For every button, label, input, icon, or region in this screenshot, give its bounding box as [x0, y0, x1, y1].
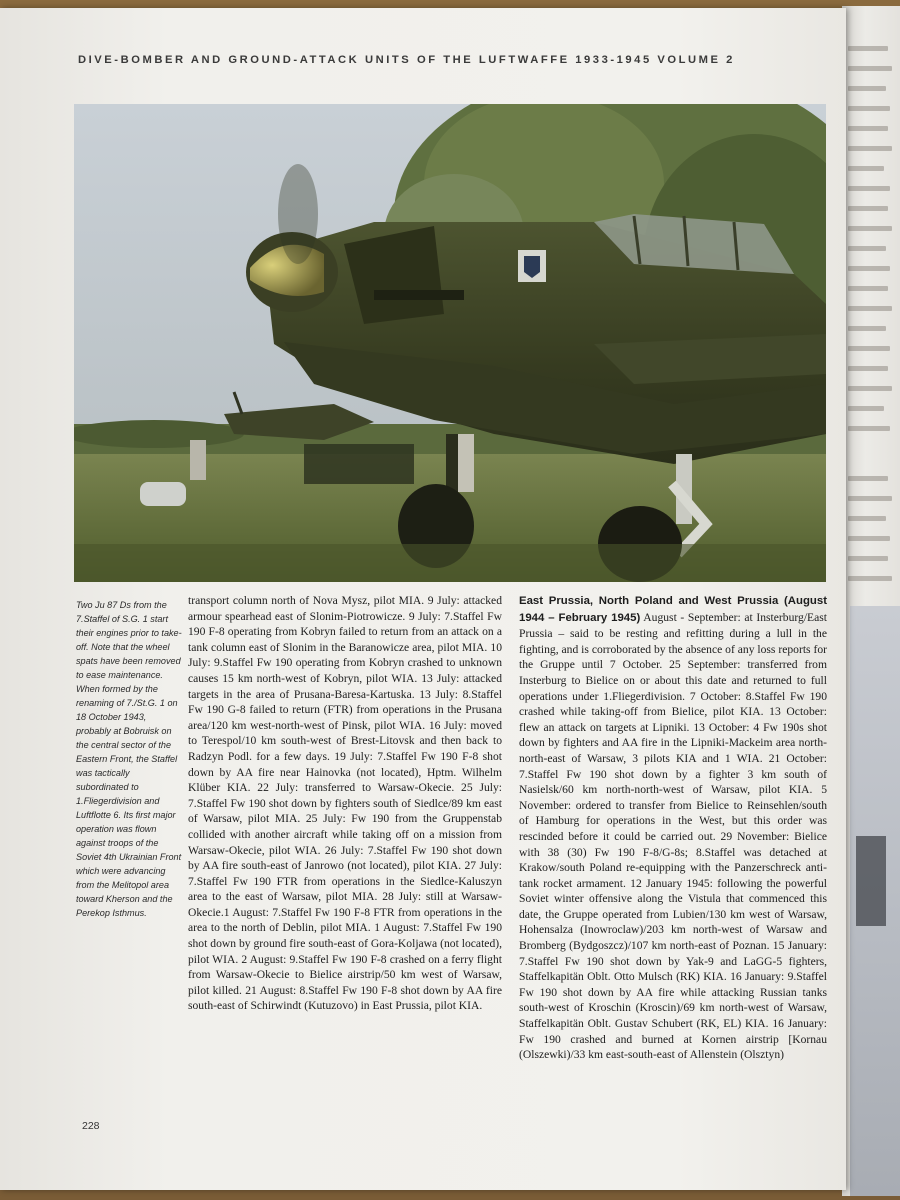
page-number: 228: [82, 1120, 100, 1132]
body-column-right: [519, 593, 827, 1063]
facing-page-edge: [842, 6, 900, 1196]
ju87-photo-illustration: [74, 104, 826, 582]
running-head: DIVE-BOMBER AND GROUND-ATTACK UNITS OF THE LUFTWAFFE 1933-1945 VOLUME 2: [78, 54, 735, 66]
section-heading: East Prussia, North Poland and West Prussia (August 1944 – February 1945): [519, 595, 827, 624]
photo-caption: Two Ju 87 Ds from the 7.Staffel of S.G. 1 start their engines prior to take-off. Note that the wheel spats have been removed to ease maintenance. When formed by the renaming of 7./St.G. 1 on 18 October 1943, probably at Bobruisk on the central sector of the Eastern Front, the Staffel was tactically subordinated to 1.Fliegerdivision and Luftflotte 6. Its first major operation was flown against troops of the Soviet 4th Ukrainian Front which were advancing from the Melitopol area toward Kherson and the Perekop Isthmus.: [76, 600, 182, 918]
body-column-middle: transport column north of Nova Mysz, pilot MIA. 9 July: attacked armour spearhead east of Slonim-Piotrowicze. 9 July: 7.Staffel Fw 190 F-8 operating from Kobryn failed to return from an attack on a tank column east of Slonim in the Baranowicze area, pilot MIA. 10 July: 9.Staffel Fw 190 operating from Kobryn crashed to unknown causes 15 km north-west of Kobryn, pilot WIA. 13 July: attacked targets in the area of Prusana-Baresa-Kartuska. 13 July: 8.Staffel Fw 190 G-8 failed to return (FTR) from operations in the Prusana area/120 km west-north-west of Pinsk, pilot WIA. 16 July: moved to Terespol/10 km south-west of Brest-Litovsk and then back to Radzyn Podl. for a few days. 19 July: 7.Staffel Fw 190 F-8 shot down by AA fire near Hainovka (not located), Hptm. Wilhelm Klüber KIA. 22 July: transferred to Warsaw-Okecie. 25 July: 7.Staffel Fw 190 shot down by fighters south of Siedlce/89 km east of Warsaw, pilot MIA. 25 July: Fw 190 from the Gruppenstab collided with another aircraft while taking off on a mission from Warsaw-Okecie, pilot WIA. 26 July: 7.Staffel Fw 190 shot down by AA fire south-east of Janrowo (not located), pilot KIA. 27 July: 7.Staffel Fw 190 FTR from operations in the Siedlce-Kaluszyn area to the east of Warsaw, pilot MIA. 28 July: still at Warsaw-Okecie.1 August: 7.Staffel Fw 190 F-8 FTR from operations in the area to the north of Deblin, pilot MIA. 1 August: 7.Staffel Fw 190 shot down by ground fire south-east of Gora-Koljawa (not located), pilot WIA. 2 August: 9.Staffel Fw 190 F-8 crashed on a ferry flight from Warsaw-Okecie to Bielice airstrip/50 km west of Warsaw, pilot killed. 21 August: 8.Staffel Fw 190 F-8 shot down by AA fire south-east of Schirwindt (Kutuzovo) in East Prussia, pilot KIA.: [188, 594, 502, 1013]
aircraft-photograph: [74, 104, 826, 582]
section-body: August - September: at Insterburg/East Prussia – said to be resting and refitting during a lull in the fighting, and is corroborated by the absence of any loss reports for the Gruppe until 7 October. 25 September: transferred from Insterburg to Bielice on or about this date and returned to full operations under 1.Fliegerdivision. 7 October: 8.Staffel Fw 190 crashed while taking-off from Bielice, pilot KIA. 13 October: flew an attack on targets at Lipniki. 13 October: 4 Fw 190s shot down by fighters and AA fire in the Lipniki-Mackeim area north-north-east of Warsaw, 3 pilots KIA and 1 WIA. 21 October: 7.Staffel Fw 190 shot down by a fighter 3 km south of Nasielsk/60 km north-north-west of Warsaw, pilot KIA. 5 November: ordered to transfer from Bielice to Reinsehlen/south of Hamburg for operations in the West, but this order was rescinded before it could be carried out. 29 November: Bielice with 38 (30) Fw 190 F-8/G-8s; 8.Staffel was detached at Krakow/south Poland re-equipping with the Panzerschreck anti-tank rocket armament. 12 January 1945: following the powerful Soviet winter offensive along the Vistula that commenced this date, the Gruppe operated from Lubien/130 km west of Warsaw, Hohensalza (Inowroclaw)/203 km north-west of Warsaw and Bromberg (Bydgoszcz)/107 km north-east of Poznan. 15 January: 7.Staffel Fw 190 shot down by Yak-9 and LaGG-5 fighters, Staffelkapitän Oblt. Otto Mulsch (RK) KIA. 16 January: 9.Staffel Fw 190 shot down by AA fire while attacking Russian tanks south-west of Kroschin (Kroscin)/69 km north-west of Warsaw, Staffelkapitän Oblt. Gustav Schubert (RK, EL) KIA. 16 January: Fw 190 crashed and burned at Kornen airstrip [Kornau (Olszewki)/33 km east-south-east of Allenstein (Olsztyn): [519, 610, 828, 1062]
book-page: [0, 8, 846, 1190]
